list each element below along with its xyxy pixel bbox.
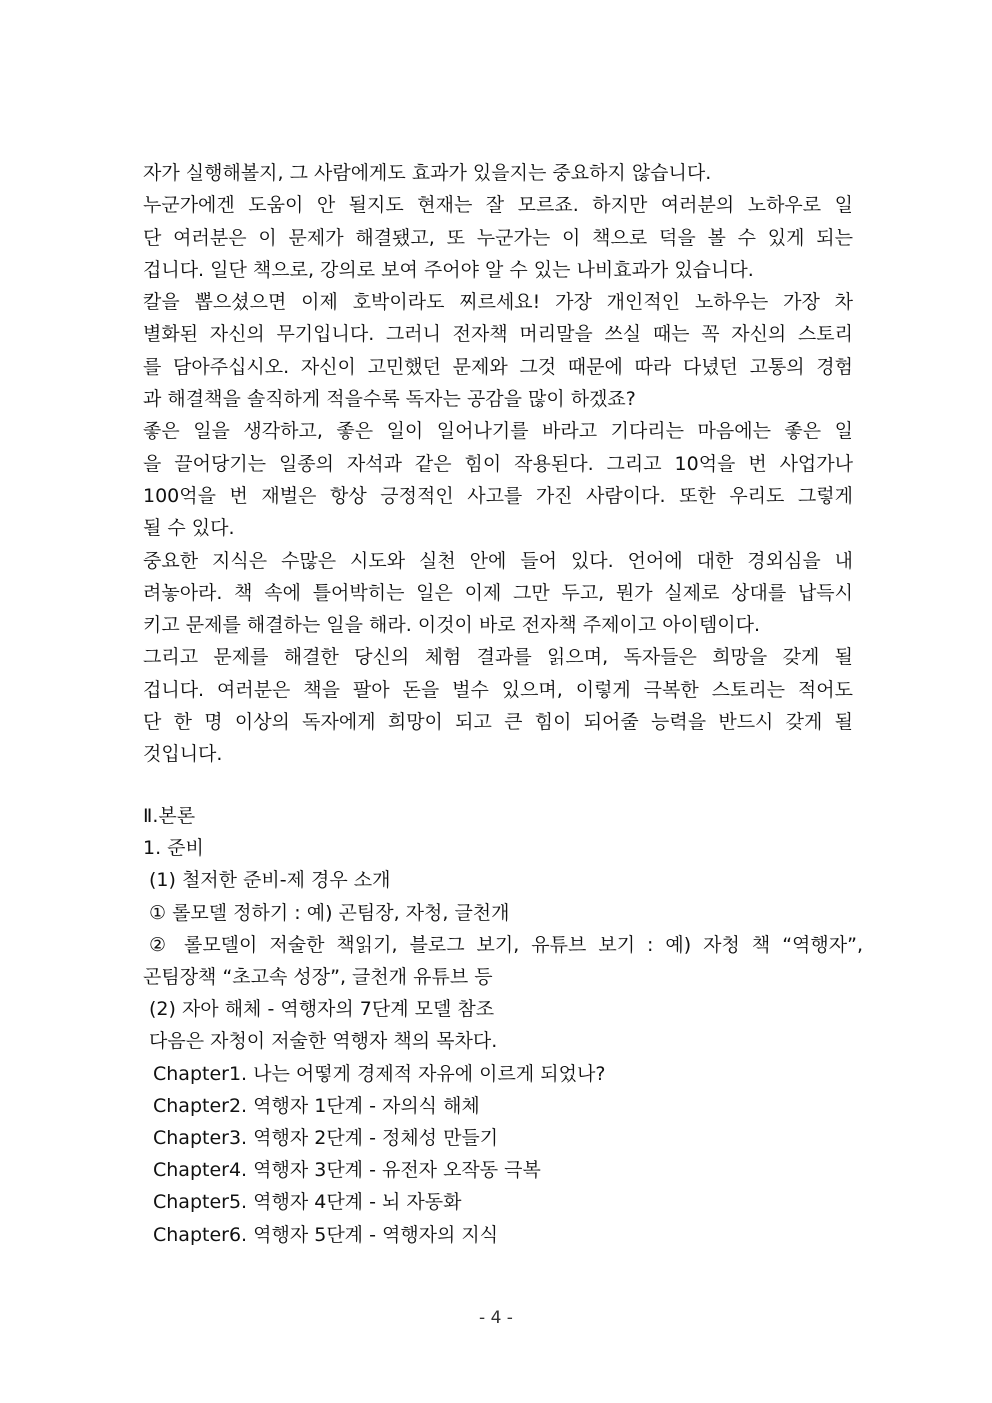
- paragraph-line: 려놓아라. 책 속에 틀어박히는 일은 이제 그만 두고, 뭔가 실제로 상대를 납득시: [143, 581, 853, 604]
- outline-subitem: ② 롤모델이 저술한 책읽기, 블로그 보기, 유튜브 보기 : 예) 자청 책 “역행자”,: [149, 933, 863, 956]
- paragraph-line: 자가 실행해볼지, 그 사람에게도 효과가 있을지는 중요하지 않습니다.: [143, 162, 712, 184]
- subsection-heading: 1. 준비: [143, 837, 204, 860]
- paragraph-line: 그리고 문제를 해결한 당신의 체험 결과를 읽으며, 독자들은 희망을 갖게 될: [143, 646, 853, 669]
- chapter-item: Chapter5. 역행자 4단계 - 뇌 자동화: [153, 1191, 462, 1214]
- paragraph-line: 좋은 일을 생각하고, 좋은 일이 일어나기를 바라고 기다리는 마음에는 좋은 일: [143, 420, 853, 443]
- paragraph-line: 단 한 명 이상의 독자에게 희망이 되고 큰 힘이 되어줄 능력을 반드시 갖게 될: [143, 711, 853, 734]
- outline-section: [143, 800, 863, 1251]
- outline-intro: 다음은 자청이 저술한 역행자 책의 목차다.: [149, 1030, 498, 1053]
- page-number: - 4 -: [479, 1308, 513, 1328]
- paragraph-line: 단 여러분은 이 문제가 해결됐고, 또 누군가는 이 책으로 덕을 볼 수 있게 되는: [143, 226, 853, 249]
- paragraph-line: 될 수 있다.: [143, 517, 235, 540]
- paragraph-line: 를 담아주십시오. 자신이 고민했던 문제와 그것 때문에 따라 다녔던 고통의 경험: [143, 355, 853, 378]
- paragraph-line: 별화된 자신의 무기입니다. 그러니 전자책 머리말을 쓰실 때는 꼭 자신의 스토리: [143, 323, 853, 346]
- outline-item: (2) 자아 해체 - 역행자의 7단계 모델 참조: [149, 998, 495, 1021]
- outline-item: (1) 철저한 준비-제 경우 소개: [149, 869, 391, 892]
- paragraph-line: 겁니다. 일단 책으로, 강의로 보여 주어야 알 수 있는 나비효과가 있습니다.: [143, 258, 754, 281]
- chapter-item: Chapter2. 역행자 1단계 - 자의식 해체: [153, 1094, 480, 1117]
- paragraph-line: 것입니다.: [143, 743, 223, 766]
- paragraph-line: 칼을 뽑으셨으면 이제 호박이라도 찌르세요! 가장 개인적인 노하우는 가장 차: [143, 291, 853, 314]
- chapter-item: Chapter4. 역행자 3단계 - 유전자 오작동 극복: [153, 1159, 541, 1182]
- section-heading: Ⅱ.본론: [143, 805, 196, 827]
- paragraph-line: 100억을 번 재벌은 항상 긍정적인 사고를 가진 사람이다. 또한 우리도 그렇게: [143, 484, 853, 507]
- chapter-item: Chapter3. 역행자 2단계 - 정체성 만들기: [153, 1127, 499, 1150]
- paragraph-line: 키고 문제를 해결하는 일을 해라. 이것이 바로 전자책 주제이고 아이템이다.: [143, 614, 761, 637]
- outline-subitem: ① 롤모델 정하기 : 예) 곤팀장, 자청, 글천개: [149, 901, 510, 924]
- paragraph-line: 겁니다. 여러분은 책을 팔아 돈을 벌수 있으며, 이렇게 극복한 스토리는 적어도: [143, 678, 853, 701]
- paragraph-line: 과 해결책을 솔직하게 적을수록 독자는 공감을 많이 하겠죠?: [143, 388, 636, 411]
- outline-subitem-continuation: 곤팀장책 “초고속 성장”, 글천개 유튜브 등: [143, 966, 493, 989]
- paragraph-line: 중요한 지식은 수많은 시도와 실천 안에 들어 있다. 언어에 대한 경외심을 내: [143, 549, 853, 572]
- chapter-item: Chapter6. 역행자 5단계 - 역행자의 지식: [153, 1223, 499, 1246]
- paragraph-line: 누군가에겐 도움이 안 될지도 현재는 잘 모르죠. 하지만 여러분의 노하우로 일: [143, 194, 853, 217]
- paragraph-line: 을 끌어당기는 일종의 자석과 같은 힘이 작용된다. 그리고 10억을 번 사업가나: [143, 452, 853, 475]
- body-text: [143, 157, 853, 771]
- chapter-item: Chapter1. 나는 어떻게 경제적 자유에 이르게 되었나?: [153, 1062, 606, 1085]
